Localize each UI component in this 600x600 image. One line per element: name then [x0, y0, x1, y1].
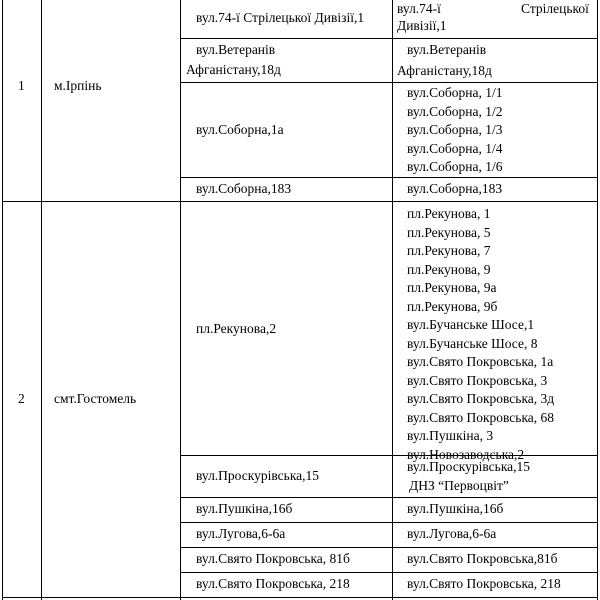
address-cell: вул.Пушкіна,16б	[196, 501, 293, 516]
object-item: вул.Соборна, 1/1	[407, 85, 503, 100]
address-cell: вул.Соборна,1а	[196, 122, 284, 137]
column-divider-address	[392, 0, 393, 600]
object-item: вул.Свято Покровська,81б	[407, 551, 558, 566]
object-item: вул.Проскурівська,15	[407, 459, 531, 474]
objects-list	[397, 41, 492, 81]
subrow-divider	[180, 38, 598, 39]
object-item: пл.Рекунова, 9б	[407, 298, 498, 314]
object-item: вул.Пушкіна, 3	[407, 428, 494, 443]
table-border-left	[2, 0, 3, 600]
object-item: ДНЗ “Первоцвіт”	[409, 477, 509, 493]
object-item: вул.Соборна, 1/6	[407, 159, 503, 174]
address-cell-line: вул.Ветеранів	[196, 42, 276, 57]
subrow-divider	[180, 547, 598, 548]
objects-list	[407, 205, 554, 464]
object-item: вул.Ветеранів	[407, 42, 487, 57]
object-item: вул.Новозаводська,2	[407, 446, 525, 462]
object-item: пл.Рекунова, 5	[407, 224, 491, 240]
address-cell: вул.Проскурівська,15	[196, 468, 320, 483]
object-item: пл.Рекунова, 9а	[407, 280, 497, 295]
row-number: 2	[18, 391, 25, 406]
object-item: вул.Свято Покровська, 218	[407, 576, 561, 591]
objects-cell-word: Стрілецької	[521, 1, 589, 16]
object-item: вул.Соборна, 1/3	[407, 122, 503, 137]
object-item: пл.Рекунова, 7	[407, 243, 491, 258]
subrow-divider	[180, 497, 598, 498]
object-item: вул.Соборна,183	[407, 181, 503, 196]
object-item: вул.Соборна, 1/4	[407, 140, 503, 156]
subrow-divider	[180, 82, 598, 83]
object-item: вул.Соборна, 1/2	[407, 103, 503, 119]
subrow-divider	[180, 572, 598, 573]
address-cell-line: Афганістану,18д	[186, 62, 281, 77]
subrow-divider	[180, 177, 598, 178]
column-divider-number	[41, 0, 42, 600]
object-item: вул.Пушкіна,16б	[407, 501, 504, 516]
object-item: вул.Лугова,6-6а	[407, 526, 497, 541]
row-number: 1	[18, 78, 25, 93]
objects-list	[407, 84, 503, 177]
settlement-name: м.Ірпінь	[54, 78, 102, 93]
address-cell: вул.Соборна,183	[196, 181, 292, 196]
address-cell: пл.Рекунова,2	[196, 321, 277, 336]
table-bottom-line	[2, 597, 598, 598]
object-item: Афганістану,18д	[397, 62, 492, 78]
address-cell: вул.Свято Покровська, 81б	[196, 551, 350, 566]
address-cell: вул.Лугова,6-6а	[196, 526, 286, 541]
objects-cell-word: вул.74-ї	[397, 1, 441, 16]
object-item: вул.Бучанське Шосе,1	[407, 317, 535, 332]
row-divider-1-2	[2, 201, 598, 202]
object-item: вул.Свято Покровська, 1а	[407, 354, 554, 369]
object-item: вул.Свято Покровська, 3д	[407, 391, 555, 406]
table-border-right	[597, 0, 598, 600]
address-cell: вул.74-ї Стрілецької Дивізії,1	[196, 10, 365, 25]
object-item: вул.Свято Покровська, 68	[407, 409, 555, 425]
column-divider-settlement	[180, 0, 181, 600]
object-item: вул.Бучанське Шосе, 8	[407, 335, 538, 351]
objects-cell-line: Дивізії,1	[397, 18, 447, 33]
address-cell: вул.Свято Покровська, 218	[196, 576, 350, 591]
objects-list	[407, 458, 530, 495]
subrow-divider	[180, 522, 598, 523]
object-item: пл.Рекунова, 9	[407, 261, 491, 277]
object-item: пл.Рекунова, 1	[407, 206, 491, 221]
object-item: вул.Свято Покровська, 3	[407, 372, 548, 388]
settlement-name: смт.Гостомель	[54, 391, 137, 406]
